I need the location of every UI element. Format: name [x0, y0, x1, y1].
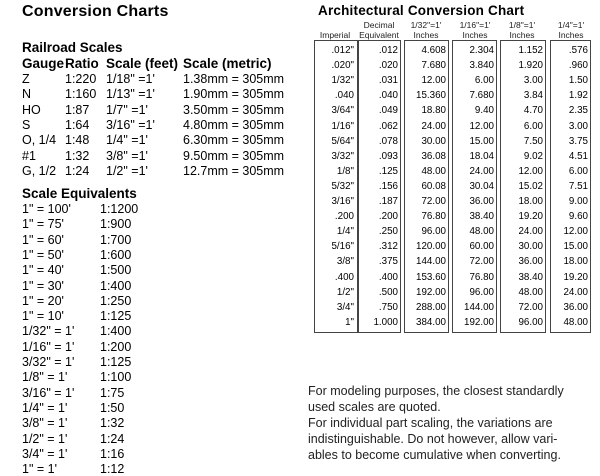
arch-cell: 3/16"	[331, 196, 354, 207]
arch-cell: 2.304	[469, 45, 494, 56]
arch-cell: 24.00	[469, 165, 494, 177]
arch-cell: 18.04	[469, 150, 494, 162]
arch-cell: 3.75	[568, 135, 588, 147]
scale-equivalent-value: 1:250	[100, 293, 132, 308]
note-line: indistinguishable. Do not however, allow vari-	[308, 432, 558, 446]
arch-cell: 144.00	[464, 301, 494, 313]
arch-cell: 15.00	[563, 241, 588, 253]
arch-cell: 30.00	[421, 135, 446, 147]
scale-equivalent-ratio: 1" = 100'	[22, 202, 71, 216]
scale-equivalent-ratio: 1" = 40'	[22, 263, 64, 278]
scale-equivalent-ratio: 1" = 20'	[22, 293, 64, 308]
arch-cell: .200	[334, 211, 354, 223]
railroad-cell: 1/7" =1'	[106, 102, 148, 117]
arch-cell: .012"	[331, 45, 354, 56]
arch-cell: .500	[378, 286, 398, 298]
arch-cell: 1/4"	[336, 226, 354, 238]
arch-cell: 19.20	[518, 211, 543, 223]
modeling-note	[308, 383, 592, 463]
scale-equivalent-ratio: 3/4" = 1'	[22, 446, 68, 461]
railroad-cell: 1:64	[65, 117, 90, 132]
scale-equivalent-ratio: 3/32" = 1'	[22, 355, 75, 369]
arch-cell: 9.40	[474, 105, 494, 117]
arch-column-header: Imperial	[319, 30, 351, 40]
arch-cell: 24.00	[563, 286, 588, 298]
arch-cell: 1/16"	[331, 120, 354, 132]
arch-cell: .040	[378, 90, 398, 102]
note-line: For individual part scaling, the variations are	[308, 416, 553, 430]
page-title: Conversion Charts	[22, 3, 169, 20]
scale-equivalent-value: 1:50	[100, 400, 125, 415]
railroad-cell: G, 1/2	[22, 163, 57, 178]
railroad-cell: 3/16" =1'	[106, 117, 155, 132]
arch-cell: 1/2"	[336, 286, 354, 298]
scale-equivalent-ratio: 1" = 75'	[22, 217, 64, 232]
arch-cell: 4.70	[523, 105, 543, 117]
arch-cell: 48.00	[469, 226, 494, 238]
arch-cell: 48.00	[563, 316, 588, 328]
arch-cell: 24.00	[421, 120, 446, 132]
arch-cell: 5/16"	[331, 241, 354, 253]
arch-cell: 48.00	[421, 165, 446, 177]
scale-equivalent-value: 1:600	[100, 247, 132, 262]
arch-cell: 6.00	[568, 165, 588, 177]
arch-cell: 3/8"	[336, 256, 354, 268]
arch-cell: 192.00	[464, 316, 494, 328]
arch-cell: 76.80	[469, 271, 494, 283]
arch-cell: 96.00	[421, 226, 446, 238]
arch-cell: 12.00	[421, 75, 446, 87]
arch-cell: 1/32"	[331, 75, 354, 87]
arch-cell: 12.00	[518, 165, 543, 177]
arch-cell: 3.00	[568, 120, 588, 132]
arch-cell: .078	[378, 135, 398, 147]
scale-equivalent-ratio: 1" = 1'	[22, 462, 57, 476]
arch-cell: 1.92	[568, 90, 588, 102]
scale-equivalent-ratio: 1" = 60'	[22, 232, 64, 247]
arch-cell: 12.00	[469, 120, 494, 132]
scale-equivalent-value: 1:1200	[100, 202, 139, 216]
arch-cell: 96.00	[518, 316, 543, 328]
arch-cell: 9.00	[568, 196, 588, 207]
arch-cell: .187	[378, 196, 398, 207]
arch-cell: 7.680	[469, 90, 494, 102]
railroad-column-header: Scale (metric)	[183, 56, 272, 71]
railroad-cell: O, 1/4	[22, 133, 57, 148]
scale-equivalent-value: 1:125	[100, 309, 132, 324]
railroad-cell: #1	[22, 148, 36, 163]
arch-cell: 96.00	[469, 286, 494, 298]
arch-cell: 3.840	[469, 60, 494, 72]
railroad-cell: 3/8" =1'	[106, 148, 148, 163]
arch-cell: 4.608	[421, 45, 446, 56]
railroad-cell: 1:220	[65, 72, 97, 86]
arch-cell: 18.00	[563, 256, 588, 268]
railroad-cell: 1.90mm = 305mm	[183, 87, 285, 102]
arch-cell: .750	[378, 301, 398, 313]
railroad-cell: 1/18" =1'	[106, 72, 155, 86]
scale-equivalent-ratio: 1/32" = 1'	[22, 324, 75, 339]
scale-equivalent-ratio: 1" = 30'	[22, 278, 64, 293]
arch-cell: .156	[378, 180, 398, 192]
arch-cell: .250	[378, 226, 398, 238]
arch-column-header: 1/16"=1' Inches	[459, 20, 491, 40]
scale-equivalent-value: 1:32	[100, 416, 125, 431]
scale-equivalent-ratio: 1/16" = 1'	[22, 339, 75, 354]
arch-cell: 7.680	[421, 60, 446, 72]
arch-cell: 1.50	[568, 75, 588, 87]
arch-cell: 144.00	[416, 256, 446, 268]
arch-cell: 153.60	[416, 271, 446, 283]
arch-cell: 3/32"	[331, 150, 354, 162]
scale-equivalent-value: 1:24	[100, 431, 125, 446]
arch-cell: 3/64"	[331, 105, 354, 117]
scale-equivalent-value: 1:125	[100, 355, 132, 369]
arch-cell: 6.00	[474, 75, 494, 87]
arch-cell: 6.00	[523, 120, 543, 132]
railroad-cell: 9.50mm = 305mm	[183, 148, 285, 163]
scale-equivalent-value: 1:400	[100, 278, 132, 293]
arch-cell: 288.00	[416, 301, 446, 313]
arch-column-header: 1/4"=1' Inches	[557, 20, 585, 40]
architectural-chart-title: Architectural Conversion Chart	[318, 3, 525, 18]
scale-equivalent-value: 1:12	[100, 462, 125, 476]
railroad-scales-heading: Railroad Scales	[22, 40, 123, 55]
arch-cell: 4.51	[568, 150, 588, 162]
railroad-cell: 1/13" =1'	[106, 87, 155, 102]
arch-cell: .400	[378, 271, 398, 283]
arch-cell: .062	[378, 120, 398, 132]
scale-equivalent-value: 1:100	[100, 370, 132, 385]
railroad-cell: Z	[22, 72, 30, 86]
arch-cell: 36.00	[563, 301, 588, 313]
note-line: For modeling purposes, the closest standardly	[308, 384, 564, 398]
scale-equivalent-value: 1:500	[100, 263, 132, 278]
railroad-column-header: Scale (feet)	[106, 56, 179, 71]
arch-cell: .200	[378, 211, 398, 223]
scale-equivalent-ratio: 3/16" = 1'	[22, 385, 75, 400]
railroad-cell: 1/2" =1'	[106, 163, 148, 178]
scale-equivalents-heading: Scale Equivalents	[22, 186, 137, 201]
arch-cell: 38.40	[469, 211, 494, 223]
arch-cell: 5/64"	[331, 135, 354, 147]
scale-equivalent-ratio: 1/4" = 1'	[22, 400, 68, 415]
arch-cell: 1"	[345, 316, 354, 328]
arch-cell: 18.00	[518, 196, 543, 207]
arch-cell: .312	[378, 241, 398, 253]
arch-cell: 72.00	[421, 196, 446, 207]
arch-cell: 36.08	[421, 150, 446, 162]
scale-equivalent-ratio: 1/8" = 1'	[22, 370, 68, 385]
arch-cell: 7.51	[568, 180, 588, 192]
arch-cell: 18.80	[421, 105, 446, 117]
arch-cell: 15.00	[469, 135, 494, 147]
railroad-cell: 3.50mm = 305mm	[183, 102, 285, 117]
arch-cell: 15.360	[416, 90, 446, 102]
arch-cell: 9.02	[523, 150, 543, 162]
arch-cell: 3.00	[523, 75, 543, 87]
arch-cell: .020	[378, 60, 398, 72]
arch-cell: 192.00	[416, 286, 446, 298]
arch-cell: 38.40	[518, 271, 543, 283]
arch-cell: 384.00	[416, 316, 446, 328]
arch-cell: .031	[378, 75, 398, 87]
arch-cell: .040	[334, 90, 354, 102]
railroad-cell: N	[22, 87, 32, 102]
arch-cell: 48.00	[518, 286, 543, 298]
arch-column-header: 1/32"=1' Inches	[410, 20, 442, 40]
arch-cell: .960	[568, 60, 588, 72]
railroad-cell: S	[22, 117, 31, 132]
railroad-cell: 1.38mm = 305mm	[183, 72, 285, 86]
arch-cell: 15.02	[518, 180, 543, 192]
scale-equivalent-ratio: 3/8" = 1'	[22, 416, 68, 431]
arch-cell: 3/4"	[336, 301, 354, 313]
arch-cell: 72.00	[469, 256, 494, 268]
arch-cell: .093	[378, 150, 398, 162]
railroad-cell: 4.80mm = 305mm	[183, 117, 285, 132]
railroad-column-header: Gauge	[22, 56, 65, 71]
arch-cell: 9.60	[568, 211, 588, 223]
arch-cell: 30.04	[469, 180, 494, 192]
railroad-cell: 6.30mm = 305mm	[183, 133, 285, 148]
railroad-cell: 1:87	[65, 102, 90, 117]
scale-equivalent-value: 1:700	[100, 232, 132, 247]
arch-cell: 5/32"	[331, 180, 354, 192]
arch-cell: .125	[378, 165, 398, 177]
arch-cell: .576	[568, 45, 588, 56]
scale-equivalent-value: 1:400	[100, 324, 132, 339]
scale-equivalent-ratio: 1" = 10'	[22, 309, 64, 324]
arch-cell: 120.00	[416, 241, 446, 253]
note-line: used scales are quoted.	[308, 400, 441, 414]
scale-equivalent-ratio: 1/2" = 1'	[22, 431, 68, 446]
railroad-cell: 12.7mm = 305mm	[183, 163, 285, 178]
arch-cell: 19.20	[563, 271, 588, 283]
arch-cell: 1.920	[518, 60, 543, 72]
note-line: ables to become cumulative when converting.	[308, 448, 561, 462]
arch-cell: 1/8"	[336, 165, 354, 177]
arch-cell: .049	[378, 105, 398, 117]
arch-cell: .375	[378, 256, 398, 268]
arch-cell: 3.84	[523, 90, 543, 102]
scale-equivalent-value: 1:200	[100, 339, 132, 354]
arch-cell: 60.00	[469, 241, 494, 253]
arch-cell: .020"	[331, 60, 354, 72]
arch-column-header: Decimal Equivalent	[359, 20, 399, 40]
railroad-cell: 1:32	[65, 148, 90, 163]
arch-cell: 7.50	[523, 135, 543, 147]
railroad-cell: HO	[22, 102, 41, 117]
arch-cell: 72.00	[518, 301, 543, 313]
scale-equivalent-value: 1:900	[100, 217, 132, 232]
scale-equivalent-ratio: 1" = 50'	[22, 247, 64, 262]
arch-cell: .400	[334, 271, 354, 283]
arch-cell: 36.00	[469, 196, 494, 207]
arch-cell: 36.00	[518, 256, 543, 268]
arch-cell: 30.00	[518, 241, 543, 253]
railroad-cell: 1:48	[65, 133, 90, 148]
railroad-cell: 1:24	[65, 163, 90, 178]
arch-column-header: 1/8"=1' Inches	[508, 20, 536, 40]
arch-cell: 76.80	[421, 211, 446, 223]
arch-cell: .012	[378, 45, 398, 56]
railroad-column-header: Ratio	[65, 56, 99, 71]
scale-equivalent-value: 1:75	[100, 385, 125, 400]
railroad-cell: 1:160	[65, 87, 97, 102]
arch-cell: 12.00	[563, 226, 588, 238]
arch-cell: 1.152	[518, 45, 543, 56]
arch-cell: 1.000	[373, 316, 398, 328]
arch-cell: 2.35	[568, 105, 588, 117]
arch-cell: 60.08	[421, 180, 446, 192]
railroad-cell: 1/4" =1'	[106, 133, 148, 148]
scale-equivalent-value: 1:16	[100, 446, 125, 461]
arch-cell: 24.00	[518, 226, 543, 238]
